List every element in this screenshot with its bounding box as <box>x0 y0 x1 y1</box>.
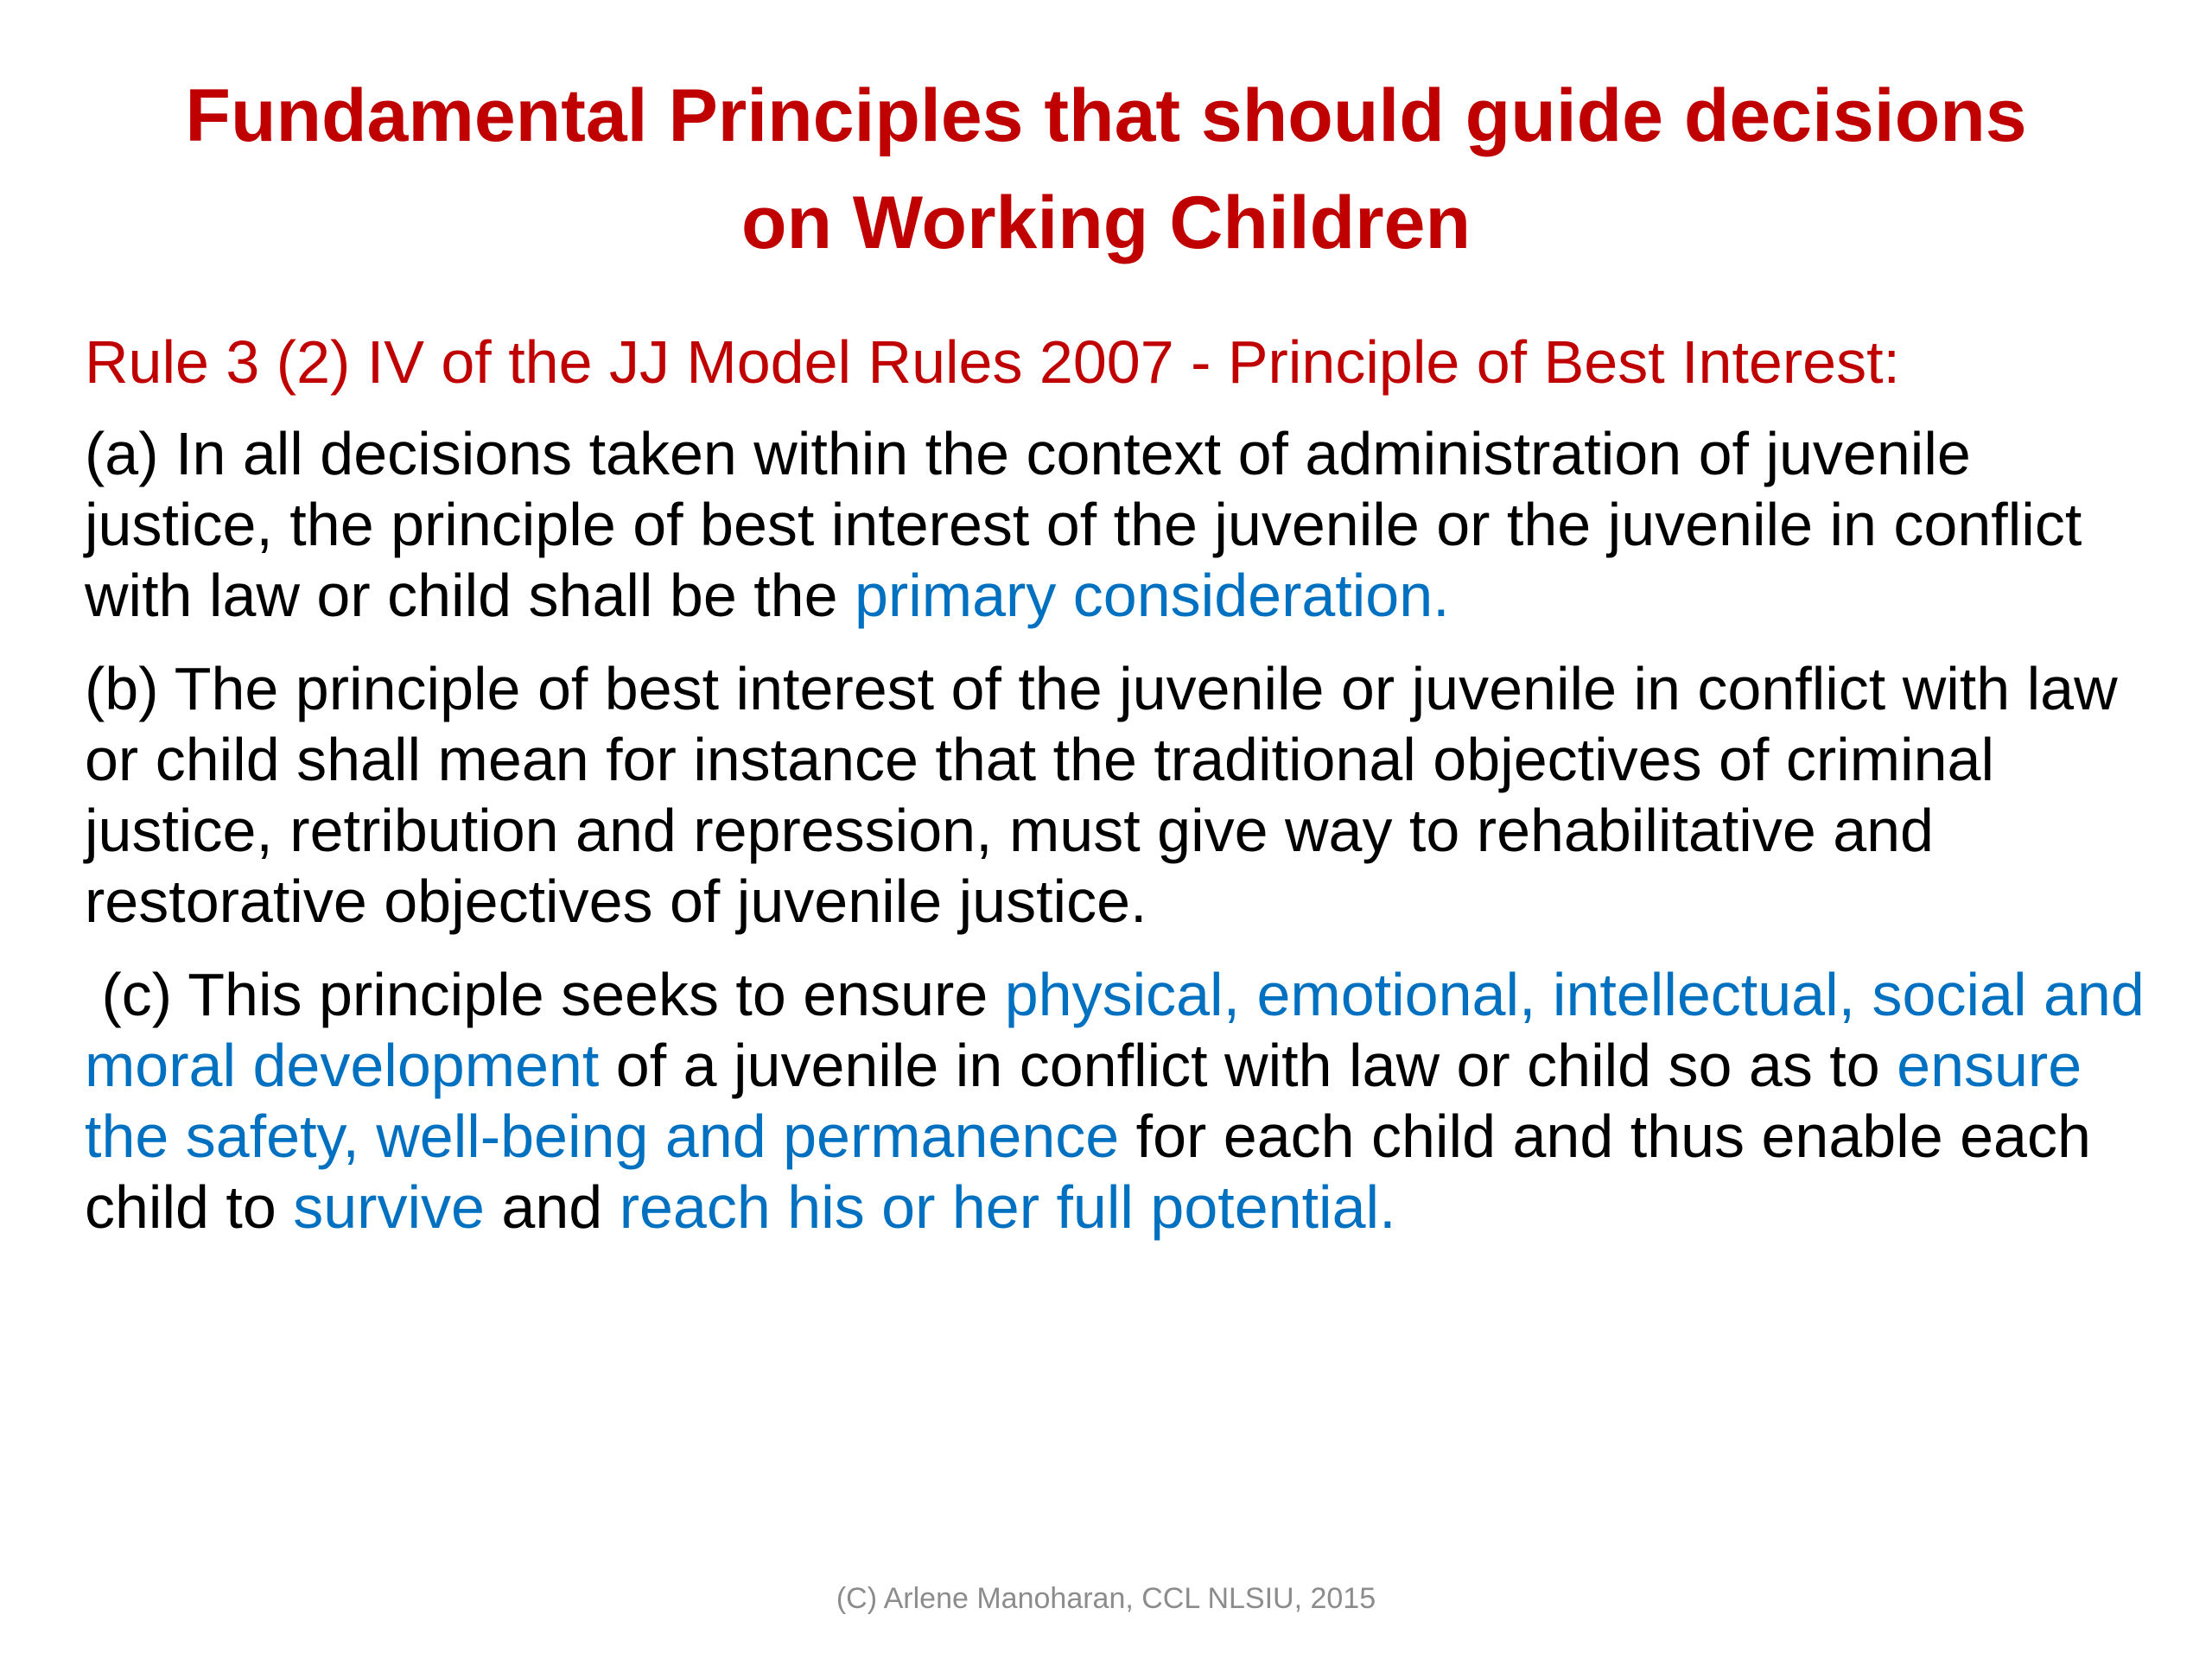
para-c-highlight-development: physical, emotional, intellectual, social and moral development <box>85 961 2162 1099</box>
title-line-2: on Working Children <box>741 181 1471 264</box>
title-line-1: Fundamental Principles that should guide decisions <box>185 74 2027 157</box>
slide-title <box>0 62 2212 276</box>
paragraph-a <box>85 418 2176 631</box>
para-c-text-1: (c) This principle seeks to ensure <box>85 961 1005 1028</box>
para-b-text: (b) The principle of best interest of the juvenile or juvenile in conflict with law or child shall mean for instance that the traditional objectives of criminal justice, retribution and repression, must give way to rehabilitative and restorative objectives of juvenile justice. <box>85 655 2118 935</box>
para-a-text: (a) In all decisions taken within the context of administration of juvenile justice, the principle of best interest of the juvenile or the juvenile in conflict with law or child shall be the <box>85 420 2082 629</box>
paragraph-b <box>85 653 2176 937</box>
paragraph-c <box>85 959 2176 1243</box>
para-c-highlight-safety: ensure the safety, well-being and permanence <box>85 1032 2099 1170</box>
para-c-text-3: for each child and thus enable each child to <box>85 1103 2108 1241</box>
para-c-text-4: and <box>484 1173 620 1241</box>
para-c-highlight-potential: reach his or her full potential. <box>619 1173 1396 1241</box>
para-a-highlight: primary consideration. <box>855 562 1450 629</box>
para-c-highlight-survive: survive <box>293 1173 485 1241</box>
footer-copyright: (C) Arlene Manoharan, CCL NLSIU, 2015 <box>836 1582 1376 1615</box>
rule-heading: Rule 3 (2) IV of the JJ Model Rules 2007 - Principle of Best Interest: <box>85 328 1900 396</box>
slide-body <box>85 327 2176 1265</box>
para-c-text-2: of a juvenile in conflict with law or child so as to <box>599 1032 1897 1099</box>
